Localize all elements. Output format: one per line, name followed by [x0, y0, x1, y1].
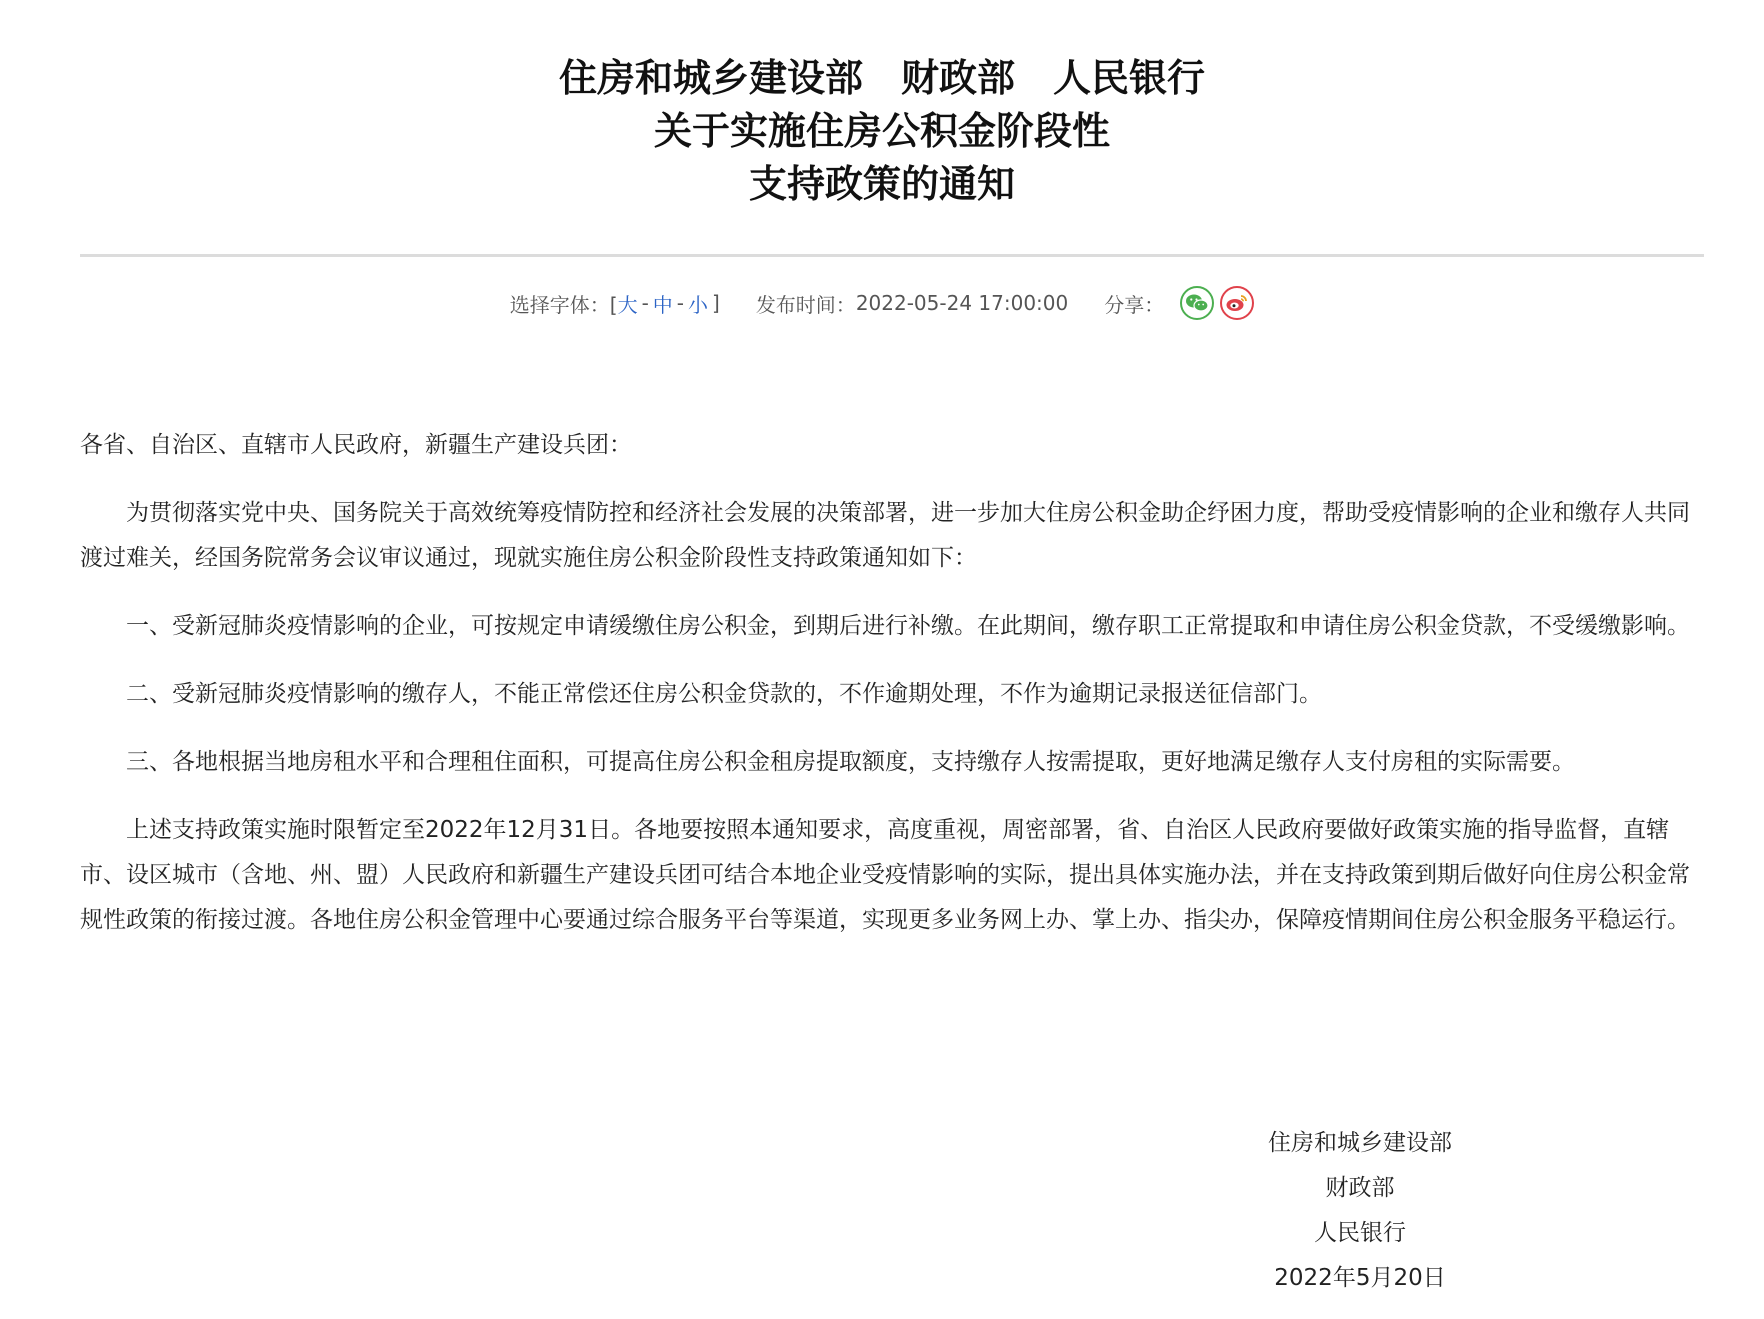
- signature-block: [1160, 1121, 1560, 1301]
- signature-org-3: 人民银行: [1314, 1220, 1406, 1246]
- font-medium-link[interactable]: 中: [652, 292, 673, 317]
- salutation: 各省、自治区、直辖市人民政府，新疆生产建设兵团：: [80, 432, 632, 458]
- wechat-share-button[interactable]: [1180, 286, 1214, 320]
- signature-date: 2022年5月20日: [1274, 1265, 1446, 1291]
- weibo-share-button[interactable]: [1220, 286, 1254, 320]
- publish-time-label: 发布时间：: [755, 292, 856, 317]
- wechat-icon: [1185, 293, 1209, 313]
- article-meta-bar: [0, 281, 1764, 325]
- signature-org-2: 财政部: [1325, 1175, 1395, 1201]
- paragraph-item-3: 三、各地根据当地房租水平和合理租住面积，可提高住房公积金租房提取额度，支持缴存人按需提取，更好地满足缴存人支付房租的实际需要。: [126, 749, 1575, 775]
- font-size-label: 选择字体：[: [509, 292, 618, 317]
- font-small-link[interactable]: 小: [688, 292, 708, 317]
- paragraph-closing: 上述支持政策实施时限暂定至2022年12月31日。各地要按照本通知要求，高度重视，周密部署，省、自治区人民政府要做好政策实施的指导监督，直辖市、设区城市（含地、州、盟）人民政府和新疆生产建设兵团可结合本地企业受疫情影响的实际，提出具体实施办法，并在支持政策到期后做好向住房公积金常规性政策的衔接过渡。各地住房公积金管理中心要通过综合服务平台等渠道，实现更多业务网上办、掌上办、指尖办，保障疫情期间住房公积金服务平稳运行。: [80, 817, 1690, 933]
- title-line-2: 关于实施住房公积金阶段性: [653, 109, 1110, 153]
- weibo-icon: [1225, 293, 1249, 313]
- font-separator: -: [676, 291, 684, 315]
- signature-org-1: 住房和城乡建设部: [1268, 1130, 1452, 1156]
- title-line-1: 住房和城乡建设部 财政部 人民银行: [558, 56, 1205, 100]
- paragraph-item-2: 二、受新冠肺炎疫情影响的缴存人，不能正常偿还住房公积金贷款的，不作逾期处理，不作为逾期记录报送征信部门。: [126, 681, 1322, 707]
- title-divider: [80, 254, 1704, 257]
- font-large-link[interactable]: 大: [617, 292, 638, 317]
- share-label: 分享：: [1104, 292, 1165, 317]
- publish-time-value: 2022-05-24 17:00:00: [855, 291, 1069, 315]
- article-body: [80, 423, 1704, 966]
- article-title: [0, 52, 1764, 211]
- title-line-3: 支持政策的通知: [748, 162, 1015, 206]
- paragraph-item-1: 一、受新冠肺炎疫情影响的企业，可按规定申请缓缴住房公积金，到期后进行补缴。在此期间，缴存职工正常提取和申请住房公积金贷款，不受缓缴影响。: [126, 613, 1690, 639]
- font-separator: -: [641, 291, 649, 315]
- paragraph-intro: 为贯彻落实党中央、国务院关于高效统筹疫情防控和经济社会发展的决策部署，进一步加大住房公积金助企纾困力度，帮助受疫情影响的企业和缴存人共同渡过难关，经国务院常务会议审议通过，现就实施住房公积金阶段性支持政策通知如下：: [80, 500, 1690, 571]
- font-size-close: ]: [712, 291, 720, 315]
